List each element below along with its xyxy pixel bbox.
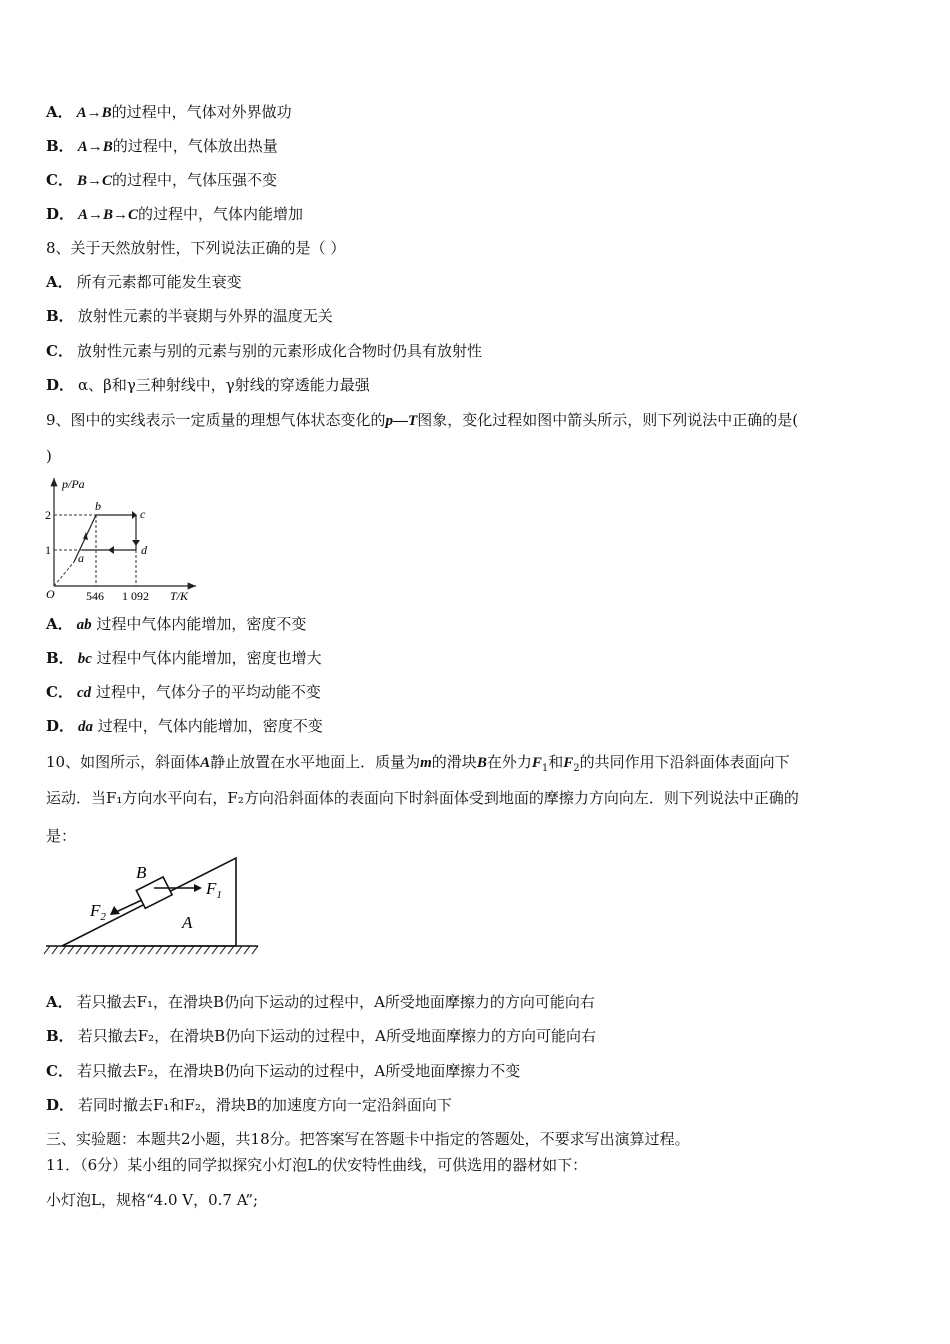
q7-option-d-var: A→B→C — [78, 207, 139, 223]
f1-letter: F — [206, 879, 217, 898]
q10-var-f1: F — [531, 755, 542, 771]
f1-sub: 1 — [216, 889, 222, 901]
option-key: A． — [46, 615, 73, 633]
q10-var-b: B — [476, 755, 487, 771]
q10-var-f2-sub: 2 — [573, 763, 580, 774]
q7-option-b — [46, 136, 278, 157]
q9-pt-graph — [44, 474, 200, 606]
q10-option-a-text: 若只撤去F₁，在滑块B仍向下运动的过程中，A所受地面摩擦力的方向可能向右 — [76, 993, 595, 1011]
q7-option-d-text: 的过程中，气体内能增加 — [138, 205, 304, 223]
incline-label: A — [182, 913, 193, 932]
y-tick-1: 1 — [45, 543, 51, 557]
option-key: C． — [46, 683, 73, 701]
option-key: A． — [46, 993, 73, 1011]
q10-stem-line1 — [46, 752, 790, 779]
q9-stem-part-a: 9、图中的实线表示一定质量的理想气体状态变化的 — [46, 411, 386, 429]
point-d: d — [141, 543, 147, 557]
q7-option-a — [46, 102, 292, 123]
force-f1-head — [194, 884, 202, 892]
q10-stem-line3: 是： — [46, 827, 77, 845]
q10-option-d — [46, 1095, 452, 1115]
arrow-cd — [132, 540, 140, 546]
origin-label: O — [46, 587, 55, 601]
x-axis-label: T/K — [170, 589, 189, 603]
q8-option-d — [46, 375, 370, 395]
point-b: b — [95, 499, 101, 513]
section-3-heading: 三、实验题：本题共2小题，共18分。把答案写在答题卡中指定的答题处，不要求写出演算过程。 — [46, 1130, 690, 1148]
y-axis-label: p/Pa — [62, 477, 85, 491]
q9-option-d — [46, 716, 323, 737]
arrow-da — [108, 546, 114, 554]
force-f2-arrow — [116, 900, 142, 912]
q11-item-1: 小灯泡L，规格“4.0 V，0.7 A”; — [46, 1191, 259, 1209]
q7-option-a-text: 的过程中，气体对外界做功 — [111, 103, 292, 121]
dash-origin-a — [54, 562, 74, 586]
f2-sub: 2 — [100, 911, 106, 923]
q9-option-a — [46, 614, 306, 635]
option-key: B． — [46, 1027, 74, 1045]
q7-option-c — [46, 170, 277, 191]
f1-label — [205, 879, 222, 901]
q7-option-a-var: A→B — [76, 105, 112, 121]
q10-var-m: m — [420, 755, 432, 771]
q10-option-c — [46, 1061, 520, 1081]
option-key: D． — [46, 376, 75, 394]
q11-stem: 11．（6分）某小组的同学拟探究小灯泡L的伏安特性曲线，可供选用的器材如下： — [46, 1156, 588, 1174]
q9-option-b — [46, 648, 322, 669]
q8-option-c — [46, 341, 482, 361]
q10-var-f2: F — [563, 755, 574, 771]
option-key: D． — [46, 1096, 75, 1114]
q9-stem-part-b: 图象，变化过程如图中箭头所示，则下列说法中正确的是( — [417, 411, 799, 429]
option-key: A． — [46, 103, 73, 121]
option-key: D． — [46, 717, 75, 735]
q7-option-c-text: 的过程中，气体压强不变 — [111, 171, 277, 189]
q10-incline-figure — [44, 854, 260, 960]
q10-stem-6: 的共同作用下沿斜面体表面向下 — [579, 753, 790, 771]
q9-stem-var: p—T — [385, 413, 418, 429]
q9-option-c-text: 过程中，气体分子的平均动能不变 — [95, 683, 321, 701]
q8-option-b-text: 放射性元素的半衰期与外界的温度无关 — [77, 307, 333, 325]
q9-option-d-text: 过程中，气体内能增加，密度不变 — [97, 717, 323, 735]
q10-stem-2: 静止放置在水平地面上．质量为 — [210, 753, 421, 771]
option-key: A． — [46, 273, 73, 291]
block-label: B — [136, 863, 147, 882]
q10-stem-5: 和 — [548, 753, 564, 771]
q10-option-d-text: 若同时撤去F₁和F₂，滑块B的加速度方向一定沿斜面向下 — [78, 1096, 452, 1114]
ground-hatch — [44, 946, 258, 954]
f2-letter: F — [90, 901, 101, 920]
option-key: B． — [46, 649, 74, 667]
point-c: c — [140, 507, 146, 521]
q7-option-b-text: 的过程中，气体放出热量 — [112, 137, 278, 155]
q10-stem-line2: 运动．当F₁方向水平向右，F₂方向沿斜面体的表面向下时斜面体受到地面的摩擦力方向向左．则下列说法中正确的 — [46, 789, 799, 807]
q10-stem-3: 的滑块 — [431, 753, 477, 771]
option-key: B． — [46, 307, 74, 325]
q8-option-b — [46, 306, 333, 326]
q10-var-f1-sub: 1 — [541, 763, 549, 774]
q9-option-a-text: 过程中气体内能增加，密度不变 — [96, 615, 307, 633]
q10-option-c-text: 若只撤去F₂，在滑块B仍向下运动的过程中，A所受地面摩擦力不变 — [76, 1062, 521, 1080]
q7-option-d — [46, 204, 303, 225]
q8-option-d-text: α、β和γ三种射线中，γ射线的穿透能力最强 — [78, 376, 370, 394]
q8-option-a — [46, 272, 242, 292]
q10-var-a: A — [200, 755, 211, 771]
option-key: C． — [46, 342, 73, 360]
q10-option-b — [46, 1026, 596, 1046]
q7-option-c-var: B→C — [76, 173, 112, 189]
q8-option-c-text: 放射性元素与别的元素与别的元素形成化合物时仍具有放射性 — [76, 342, 482, 360]
option-key: C． — [46, 1062, 73, 1080]
q9-stem-end: ) — [46, 447, 52, 465]
option-key: B． — [46, 137, 74, 155]
q9-option-c-var: cd — [76, 685, 92, 701]
q8-option-a-text: 所有元素都可能发生衰变 — [76, 273, 242, 291]
f2-label — [89, 901, 106, 923]
q9-option-c — [46, 682, 321, 703]
q10-option-b-text: 若只撤去F₂，在滑块B仍向下运动的过程中，A所受地面摩擦力的方向可能向右 — [77, 1027, 596, 1045]
q9-stem — [46, 410, 798, 431]
option-key: C． — [46, 171, 73, 189]
q9-option-b-var: bc — [77, 651, 92, 667]
q10-stem-4: 在外力 — [486, 753, 532, 771]
point-a: a — [78, 551, 84, 565]
y-tick-2: 2 — [45, 508, 51, 522]
q9-option-a-var: ab — [76, 617, 92, 633]
q7-option-b-var: A→B — [77, 139, 113, 155]
q9-option-d-var: da — [78, 719, 94, 735]
q8-stem: 8、关于天然放射性，下列说法正确的是（ ） — [46, 239, 346, 257]
x-tick-1092: 1 092 — [122, 589, 149, 603]
q9-option-b-text: 过程中气体内能增加，密度也增大 — [96, 649, 322, 667]
q10-option-a — [46, 992, 595, 1012]
option-key: D． — [46, 205, 75, 223]
q10-stem-1: 10、如图所示，斜面体 — [46, 753, 201, 771]
x-tick-546: 546 — [86, 589, 104, 603]
